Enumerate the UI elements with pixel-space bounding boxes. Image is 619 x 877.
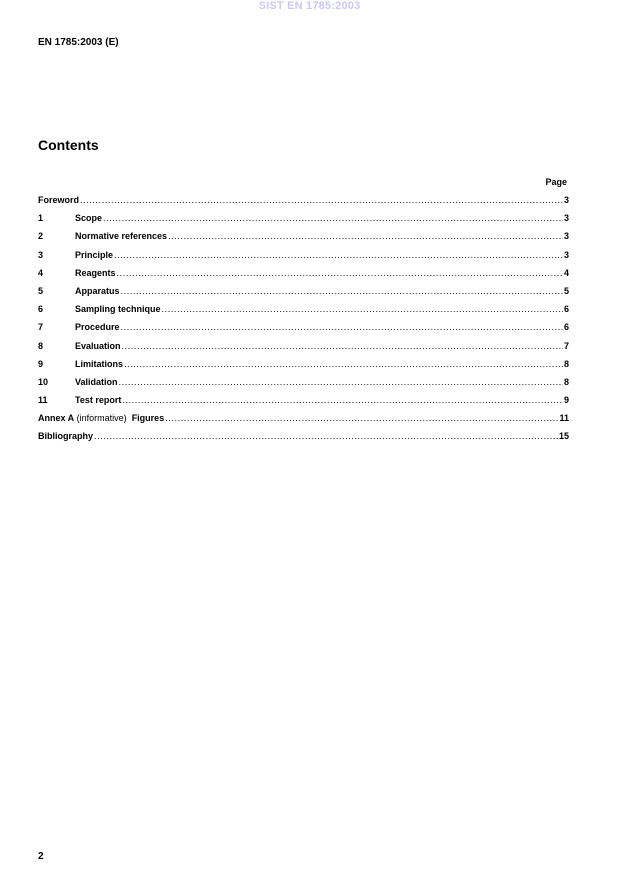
page-column-label: Page: [545, 177, 567, 187]
toc-annex-note: (informative): [74, 413, 132, 424]
toc-entry-title: Test report: [75, 395, 122, 406]
toc-entry-number: 5: [38, 285, 44, 296]
toc-entry-sampling-technique[interactable]: [38, 304, 569, 322]
toc-entry-page: 6: [563, 304, 569, 315]
toc-entry-title: Normative references: [75, 231, 168, 242]
toc-entry-procedure[interactable]: [38, 322, 569, 340]
toc-entry-page: 6: [563, 322, 569, 333]
toc-entry-page: 3: [563, 213, 569, 224]
toc-entry-scope[interactable]: [38, 213, 569, 231]
toc-entry-number: 10: [38, 376, 49, 387]
toc-entry-number: 8: [38, 340, 44, 351]
toc-leader-dots: [94, 431, 558, 441]
toc-entry-title: [38, 413, 164, 423]
toc-entry-page: 7: [563, 340, 569, 351]
toc-entry-apparatus[interactable]: [38, 286, 569, 304]
toc-leader-dots: [119, 377, 563, 387]
toc-entry-number: 4: [38, 267, 44, 278]
toc-entry-number: 7: [38, 322, 44, 333]
toc-entry-page: 8: [563, 358, 569, 369]
page-number: 2: [38, 851, 44, 862]
toc-leader-dots: [114, 250, 563, 260]
toc-entry-page: 5: [563, 285, 569, 296]
toc-entry-title: Reagents: [75, 267, 116, 278]
toc-leader-dots: [80, 195, 563, 205]
toc-entry-title: Foreword: [38, 195, 80, 205]
toc-entry-limitations[interactable]: [38, 359, 569, 377]
toc-leader-dots: [162, 304, 563, 314]
toc-entry-page: 3: [563, 249, 569, 260]
table-of-contents: [38, 195, 569, 450]
toc-annex-title: Figures: [131, 413, 165, 424]
toc-entry-validation[interactable]: [38, 377, 569, 395]
toc-entry-number: 3: [38, 249, 44, 260]
toc-entry-page: 11: [559, 413, 569, 424]
toc-entry-title: Validation: [75, 376, 118, 387]
toc-entry-page: 15: [558, 431, 569, 442]
toc-entry-foreword[interactable]: [38, 195, 569, 213]
toc-leader-dots: [117, 268, 563, 278]
toc-entry-normative-references[interactable]: [38, 231, 569, 249]
toc-entry-title: Procedure: [75, 322, 120, 333]
toc-entry-annex-a[interactable]: [38, 413, 569, 431]
toc-entry-test-report[interactable]: [38, 395, 569, 413]
toc-leader-dots: [124, 359, 563, 369]
toc-entry-bibliography[interactable]: [38, 431, 569, 449]
toc-entry-page: 3: [563, 231, 569, 242]
toc-annex-label: Annex A: [38, 413, 75, 424]
toc-leader-dots: [121, 286, 563, 296]
toc-entry-title: Scope: [75, 213, 103, 224]
toc-entry-page: 3: [563, 195, 569, 205]
toc-entry-evaluation[interactable]: [38, 341, 569, 359]
toc-entry-page: 8: [563, 376, 569, 387]
toc-entry-number: 2: [38, 231, 44, 242]
contents-heading: Contents: [38, 137, 99, 153]
toc-entry-title: Sampling technique: [75, 304, 161, 315]
toc-entry-page: 4: [563, 267, 569, 278]
document-id: EN 1785:2003 (E): [38, 37, 119, 48]
toc-entry-number: 1: [38, 213, 44, 224]
toc-entry-title: Principle: [75, 249, 114, 260]
toc-entry-number: 9: [38, 358, 44, 369]
toc-entry-number: 6: [38, 304, 44, 315]
toc-entry-principle[interactable]: [38, 250, 569, 268]
toc-leader-dots: [103, 213, 563, 223]
toc-entry-title: Bibliography: [38, 431, 94, 442]
toc-entry-title: Evaluation: [75, 340, 121, 351]
toc-leader-dots: [168, 231, 563, 241]
watermark: SIST EN 1785:2003: [258, 0, 361, 12]
toc-entry-reagents[interactable]: [38, 268, 569, 286]
toc-entry-number: 11: [38, 395, 48, 406]
toc-entry-title: Limitations: [75, 358, 124, 369]
toc-leader-dots: [165, 413, 558, 423]
toc-entry-page: 9: [563, 395, 569, 406]
toc-leader-dots: [121, 322, 563, 332]
toc-entry-title: Apparatus: [75, 285, 120, 296]
toc-leader-dots: [122, 341, 563, 351]
toc-leader-dots: [122, 395, 563, 405]
